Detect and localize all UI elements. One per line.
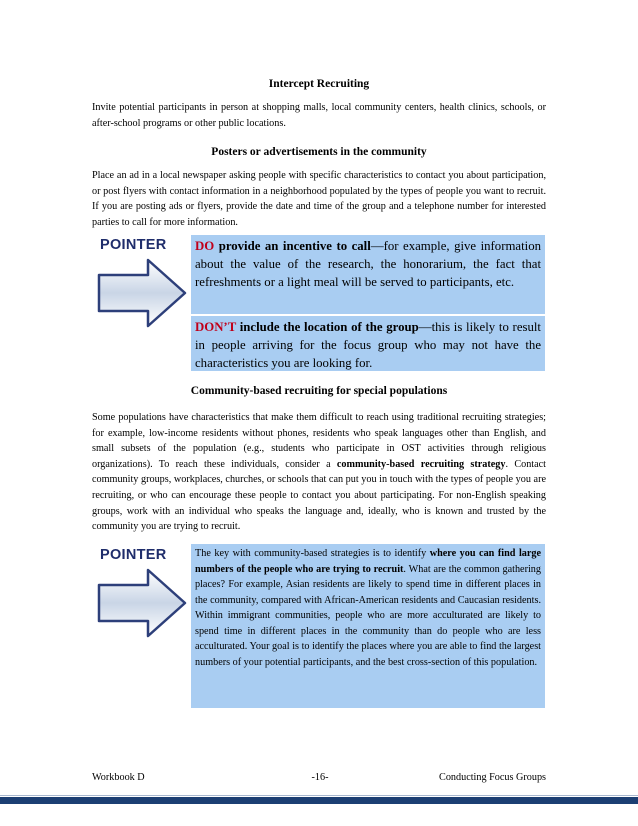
pointer-label-2: POINTER: [100, 547, 167, 563]
dont-rest-text: —this is likely to result in people arriving for the focus group who may not have the characteristics you are looking for.: [195, 320, 541, 371]
intercept-recruiting-text: Invite potential participants in person at shopping malls, local community centers, health clinics, schools, or after-school programs or other public locations.: [92, 102, 546, 129]
footer-left: Workbook D: [92, 772, 145, 783]
pointer-label-1: POINTER: [100, 237, 167, 253]
right-arrow-icon: [96, 567, 188, 639]
do-rest-text: —for example, give information about the value of the research, the honorarium, the fact that refreshments or a light meal will be served to participants, etc.: [195, 239, 542, 290]
community-based-text-a: Some populations have characteristics that make them difficult to reach using traditional recruiting strategies; for example, low-income residents without phones, residents who speak languages other than English, and small subsets of the population (e.g., students who participate in OST activities through religious organizations). To reach these individuals, consider a: [92, 412, 546, 470]
pointer-community-bold: where you can find large numbers of the people who are trying to recruit: [195, 548, 542, 575]
pointer-do-text: [191, 235, 545, 294]
do-bold-text: provide an incentive to call: [214, 239, 371, 253]
do-label: DO: [195, 239, 215, 253]
footer-page-number: -16-: [311, 772, 329, 783]
posters-ads-text: Place an ad in a local newspaper asking people with specific characteristics to contact you about participation, or post flyers with contact information in a neighborhood populated by the types of people you want to recruit. If you are posting ads or flyers, provide the date and time of the group and a telephone number for interested parties to call for more information.: [92, 170, 546, 228]
pointer-community-text: [191, 544, 545, 672]
pointer-community-text-a: The key with community-based strategies is to identify: [195, 548, 430, 559]
community-based-text: [92, 410, 546, 535]
pointer-do-box: [191, 235, 545, 314]
right-arrow-icon: [96, 257, 188, 329]
pointer-dont-box: [191, 316, 545, 371]
heading-posters-ads: Posters or advertisements in the community: [211, 146, 427, 158]
heading-community-based: Community-based recruiting for special populations: [190, 385, 448, 397]
footer-bar: [0, 797, 638, 804]
dont-bold-text: include the location of the group: [236, 320, 419, 334]
footer-right: Conducting Focus Groups: [439, 772, 546, 783]
community-based-text-b: . Contact community groups, workplaces, churches, or schools that can put you in touch with the types of people you are recruiting, or who can encourage these people to contact you about participating. For non-English speaking groups, work with an individual who speaks the language and, ideally, who is known and trusted by the community you are trying to recruit.: [92, 458, 547, 533]
heading-intercept-recruiting: Intercept Recruiting: [268, 78, 370, 90]
pointer-community-box: [191, 544, 545, 708]
community-based-strategy-term: community-based recruiting strategy: [336, 458, 506, 470]
pointer-community-text-b: . What are the common gathering places? For example, Asian residents are likely to spend time in different places in the community, compared with African-American residents and Caucasian residents. Within immigrant communities, people who are more acculturated are likely to spend time in different places in the community than do people who are less acculturated. Your goal is to identify the places where you are able to find the largest numbers of your potential participants, and the best cross-section of this population.: [195, 563, 541, 668]
pointer-dont-text: [191, 316, 545, 375]
dont-label: DON’T: [195, 320, 237, 334]
footer-rule: [0, 795, 638, 796]
